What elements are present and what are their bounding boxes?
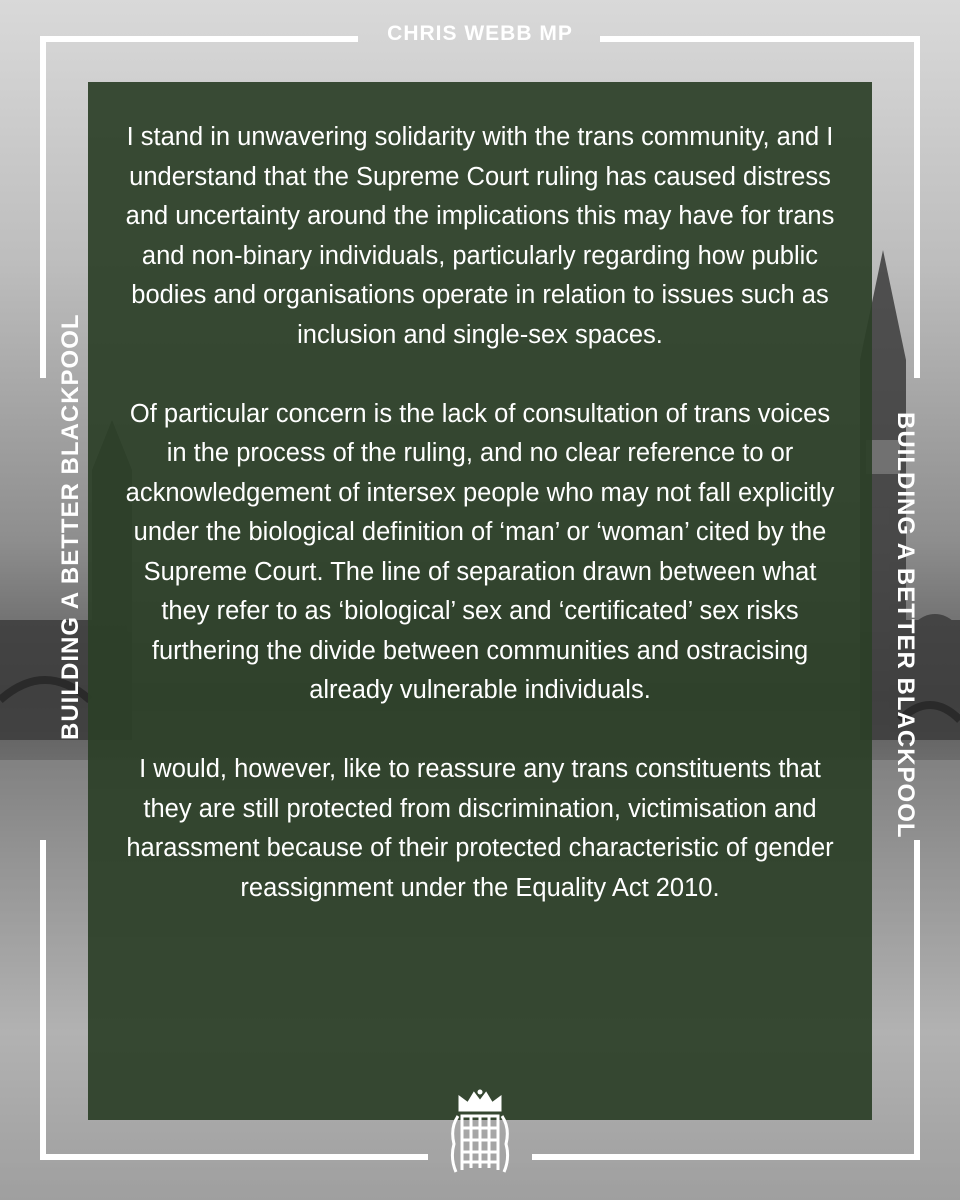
frame-right-lower — [914, 840, 920, 1160]
frame-left-lower — [40, 840, 46, 1160]
statement-paragraph-1: I stand in unwavering solidarity with the trans community, and I understand that the Supreme Court ruling has caused distress and uncertainty around the implications this may have for trans and non-binary individuals, particularly regarding how public bodies and organisations operate in relation to issues such as inclusion and single-sex spaces. — [125, 123, 835, 349]
frame-right-upper — [914, 36, 920, 378]
side-text-left-label: BUILDING A BETTER BLACKPOOL — [57, 313, 84, 740]
side-text-right — [892, 412, 919, 839]
statement-body — [120, 118, 840, 948]
portcullis-icon-graphic — [446, 1088, 514, 1180]
frame-bottom-right — [532, 1154, 920, 1160]
side-text-left — [57, 313, 85, 740]
frame-left-upper — [40, 36, 46, 378]
frame-bottom-left — [40, 1154, 428, 1160]
statement-paragraph-2: Of particular concern is the lack of consultation of trans voices in the process of the ruling, and no clear reference to or acknowledgement of intersex people who may not fall explicitly under the biological definition of ‘man’ or ‘woman’ cited by the Supreme Court. The line of separation drawn between what they refer to as ‘biological’ sex and ‘certificated’ sex risks furthering the divide between communities and ostracising already vulnerable individuals. — [125, 399, 835, 704]
portcullis-icon — [446, 1088, 514, 1180]
side-text-right-label: BUILDING A BETTER BLACKPOOL — [892, 412, 919, 839]
mp-name-header: CHRIS WEBB MP — [387, 22, 573, 45]
statement-paragraph-3: I would, however, like to reassure any trans constituents that they are still protected from discrimination, victimisation and harassment because of their protected characteristic of gender reassignment under the Equality Act 2010. — [126, 755, 834, 902]
